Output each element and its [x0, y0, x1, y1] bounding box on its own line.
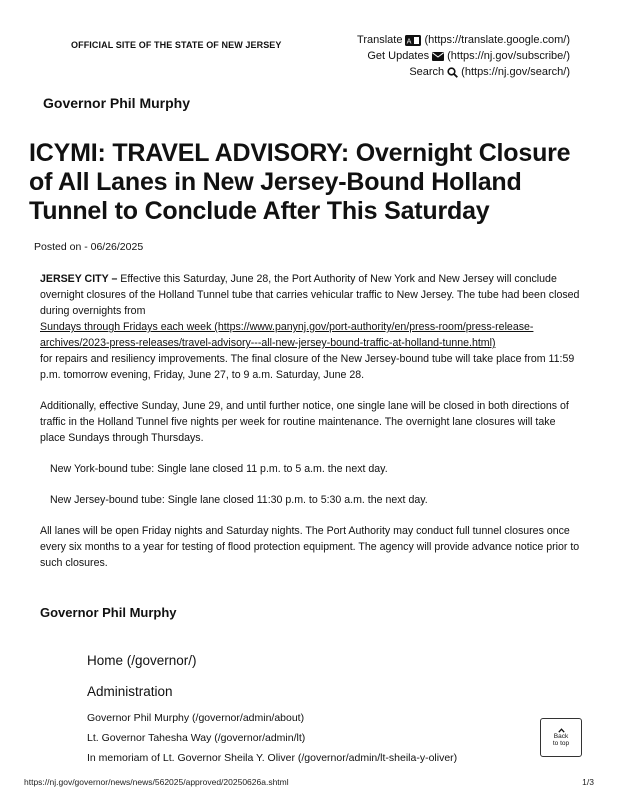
translate-link[interactable]: [357, 32, 570, 48]
footer-home-link[interactable]: Home (/governor/): [87, 653, 197, 668]
print-page-number: 1/3: [582, 777, 594, 787]
search-label: Search: [409, 66, 445, 78]
envelope-icon: [432, 52, 444, 61]
get-updates-link[interactable]: [357, 48, 570, 64]
dateline: JERSEY CITY –: [40, 273, 118, 285]
paragraph-3: All lanes will be open Friday nights and Saturday nights. The Port Authority may conduct full tunnel closures once every six months to a year for testing of flood protection equipment. The agency will provide advance notice prior to such closures.: [40, 525, 580, 569]
footer-link-lt-governor[interactable]: Lt. Governor Tahesha Way (/governor/admin/lt): [87, 732, 306, 744]
svg-text:A: A: [407, 37, 412, 45]
paragraph-2: Additionally, effective Sunday, June 29, and until further notice, one single lane will be closed in both directions of traffic in the Holland Tunnel five nights per week for routine maintenance. The overnight lane closures will take place Sundays through Thursdays.: [40, 400, 569, 444]
search-link[interactable]: [357, 64, 570, 80]
ny-bound-schedule: New York-bound tube: Single lane closed 11 p.m. to 5 a.m. the next day.: [50, 463, 388, 475]
translate-label: Translate: [357, 34, 403, 46]
official-site-label: OFFICIAL SITE OF THE STATE OF NEW JERSEY: [71, 40, 282, 50]
paragraph-1-text: Effective this Saturday, June 28, the Port Authority of New York and New Jersey will conclude overnight closures of the Holland Tunnel tube that carries vehicular traffic to New Jersey. The tube had been closed during overnights from: [40, 273, 580, 317]
utility-nav: [357, 32, 570, 80]
back-to-top-button[interactable]: [540, 718, 582, 757]
page-title: ICYMI: TRAVEL ADVISORY: Overnight Closure of All Lanes in New Jersey-Bound Holland Tunnel to Conclude After This Saturday: [29, 139, 571, 225]
footer-brand: Governor Phil Murphy: [40, 605, 177, 620]
footer-administration-heading[interactable]: Administration: [87, 684, 173, 699]
footer-link-governor[interactable]: Governor Phil Murphy (/governor/admin/about): [87, 712, 305, 724]
nj-bound-schedule: New Jersey-bound tube: Single lane closed 11:30 p.m. to 5:30 a.m. the next day.: [50, 494, 428, 506]
site-brand[interactable]: Governor Phil Murphy: [43, 95, 191, 111]
press-release-link[interactable]: Sundays through Fridays each week (https://www.panynj.gov/port-authority/en/press-room/press-release-archives/2023-press-releases/travel-advisory---all-new-jersey-bound-traffic-at-holland-tunne.html): [40, 321, 534, 349]
get-updates-url: (https://nj.gov/subscribe/): [447, 50, 570, 62]
translate-url: (https://translate.google.com/): [424, 34, 570, 46]
article-body: [40, 271, 582, 571]
footer-link-memoriam[interactable]: In memoriam of Lt. Governor Sheila Y. Oliver (/governor/admin/lt-sheila-y-oliver): [87, 752, 458, 764]
print-footer-url: https://nj.gov/governor/news/news/562025/approved/20250626a.shtml: [24, 777, 289, 787]
posted-date: Posted on - 06/26/2025: [34, 241, 144, 253]
get-updates-label: Get Updates: [367, 50, 430, 62]
translate-icon: [405, 35, 421, 46]
search-url: (https://nj.gov/search/): [461, 66, 570, 78]
paragraph-1: [40, 271, 582, 319]
paragraph-1-end: for repairs and resiliency improvements. The final closure of the New Jersey-bound tube will take place from 11:59 p.m. tomorrow evening, Friday, June 27, to 9 a.m. Saturday, June 28.: [40, 353, 575, 381]
search-icon: [447, 67, 458, 78]
back-to-top-line1: Back: [553, 733, 569, 740]
back-to-top-line2: to top: [552, 740, 570, 747]
